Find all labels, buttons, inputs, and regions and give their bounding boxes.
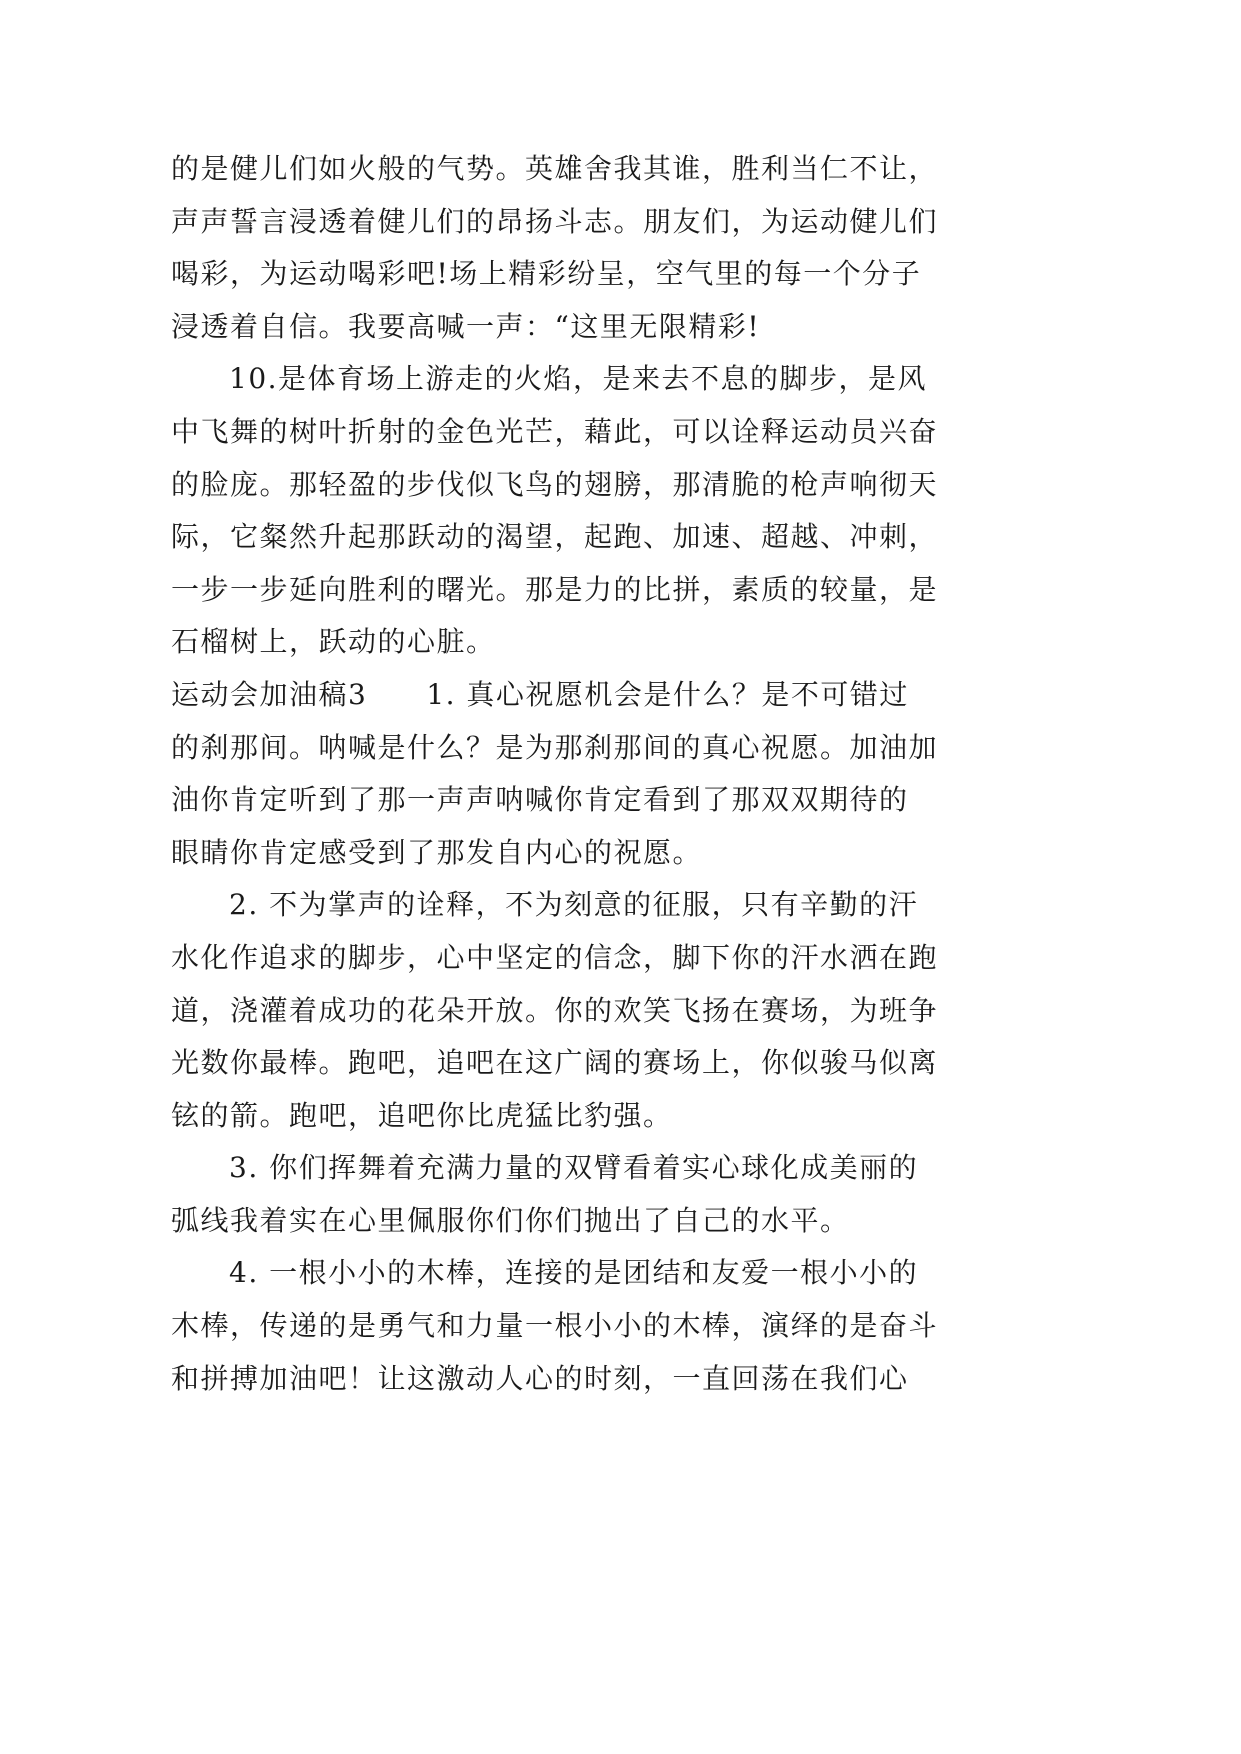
document-body xyxy=(171,143,961,1405)
text-line-19: 铉的箭。跑吧，追吧你比虎猛比豹强。 xyxy=(171,1098,673,1132)
paragraph-3-start: 3. 你们挥舞着充满力量的双臂看着实心球化成美丽的 xyxy=(229,1151,919,1185)
text-line-16: 水化作追求的脚步，心中坚定的信念，脚下你的汗水洒在跑 xyxy=(171,940,939,974)
text-line-18: 光数你最棒。跑吧，追吧在这广阔的赛场上，你似骏马似离 xyxy=(171,1046,939,1080)
text-line-6: 中飞舞的树叶折射的金色光芒，藉此，可以诠释运动员兴奋 xyxy=(171,414,939,448)
text-line-9: 一步一步延向胜利的曙光。那是力的比拼，素质的较量，是 xyxy=(171,572,939,606)
text-line-21: 弧线我着实在心里佩服你们你们抛出了自己的水平。 xyxy=(171,1203,850,1237)
text-line-13: 油你肯定听到了那一声声呐喊你肯定看到了那双双期待的 xyxy=(171,783,909,817)
text-line-3: 喝彩，为运动喝彩吧!场上精彩纷呈，空气里的每一个分子 xyxy=(171,257,922,291)
text-line-2: 声声誓言浸透着健儿们的昂扬斗志。朋友们，为运动健儿们 xyxy=(171,204,939,238)
text-line-1: 的是健儿们如火般的气势。英雄舍我其谁，胜利当仁不让， xyxy=(171,152,939,185)
paragraph-4-start: 4. 一根小小的木棒，连接的是团结和友爱一根小小的 xyxy=(229,1256,919,1290)
text-line-23: 木棒，传递的是勇气和力量一根小小的木棒，演绎的是奋斗 xyxy=(171,1309,939,1343)
text-line-17: 道，浇灌着成功的花朵开放。你的欢笑飞扬在赛场，为班争 xyxy=(171,993,939,1027)
text-line-10: 石榴树上，跃动的心脏。 xyxy=(171,625,496,659)
section-heading-line: 运动会加油稿3 1. 真心祝愿机会是什么？是不可错过 xyxy=(171,677,909,711)
text-line-8: 际，它粲然升起那跃动的渴望，起跑、加速、超越、冲刺， xyxy=(171,520,939,554)
paragraph-10-start: 10.是体育场上游走的火焰，是来去不息的脚步，是风 xyxy=(229,362,928,396)
text-line-7: 的脸庞。那轻盈的步伐似飞鸟的翅膀，那清脆的枪声响彻天 xyxy=(171,467,939,501)
text-line-24: 和拼搏加油吧！让这激动人心的时刻，一直回荡在我们心 xyxy=(171,1361,909,1395)
text-line-4: 浸透着自信。我要高喊一声：“这里无限精彩! xyxy=(171,309,761,343)
text-line-12: 的刹那间。呐喊是什么？是为那刹那间的真心祝愿。加油加 xyxy=(171,730,939,764)
text-line-14: 眼睛你肯定感受到了那发自内心的祝愿。 xyxy=(171,835,703,869)
paragraph-2-start: 2. 不为掌声的诠释，不为刻意的征服，只有辛勤的汗 xyxy=(229,888,919,922)
